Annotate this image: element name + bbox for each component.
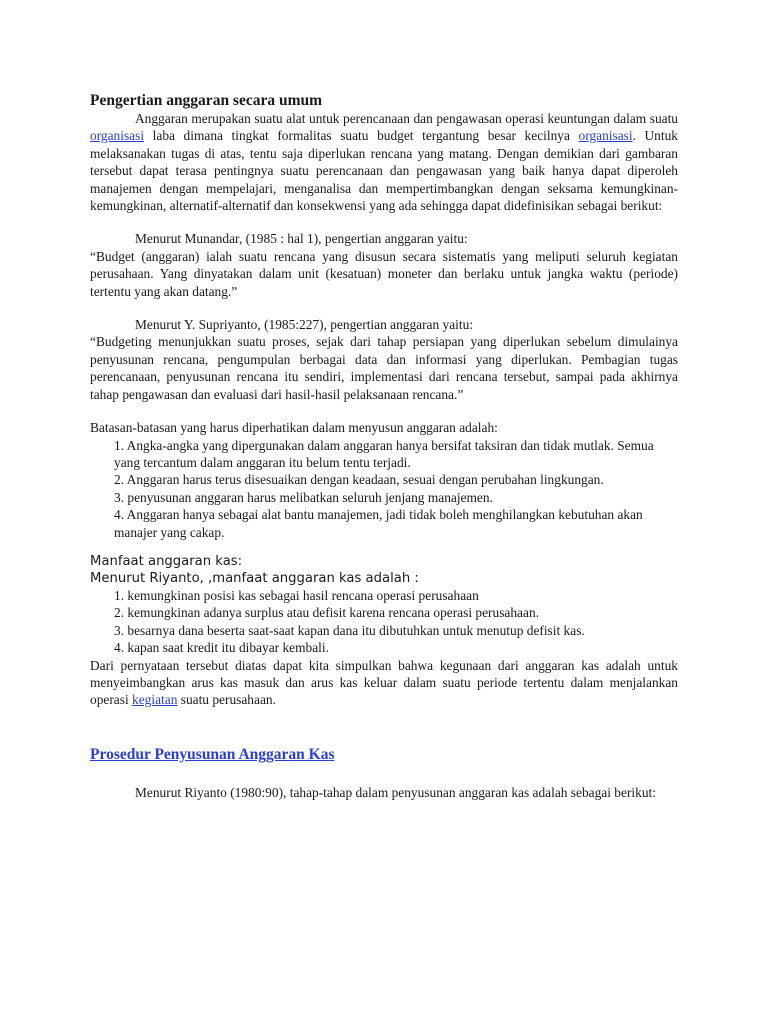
list-item: 3. besarnya dana beserta saat-saat kapan dana itu dibutuhkan untuk menutup defisit kas.: [114, 622, 585, 638]
procedure-paragraph: Menurut Riyanto (1980:90), tahap-tahap dalam penyusunan anggaran kas adalah sebagai berikut:: [135, 784, 656, 800]
spacer: [90, 709, 678, 745]
supriyanto-quote: “Budgeting menunjukkan suatu proses, sejak dari tahap persiapan yang diperlukan sebelum dimulainya penyusunan rencana, pengumpulan berbagai data dan informasi yang diperlukan. Pembagian tugas perencanaan, penyusunan rencana itu sendiri, implementasi dari rencana tersebut, sampai pada akhirnya tahap pengawasan dan evaluasi dari hasil-hasil pelaksanaan rencana.”: [90, 334, 678, 402]
spacer: [90, 541, 678, 553]
list-item: 2. Anggaran harus terus disesuaikan dengan keadaan, sesuai dengan perubahan lingkungan.: [114, 472, 604, 488]
supriyanto-intro: Menurut Y. Supriyanto, (1985:227), pengertian anggaran yaitu:: [135, 317, 474, 333]
list-item: 1. kemungkinan posisi kas sebagai hasil rencana operasi perusahaan: [114, 587, 479, 603]
section-title: Pengertian anggaran secara umum: [90, 92, 323, 109]
list-item: 4. Anggaran hanya sebagai alat bantu manajemen, jadi tidak boleh menghilangkan kebutuhan akan manajer yang cakap.: [114, 507, 643, 540]
spacer: [90, 403, 678, 419]
spacer: [90, 214, 678, 230]
batasan-list: [90, 437, 678, 541]
intro-text-1: Anggaran merupakan suatu alat untuk perencanaan dan pengawasan operasi keuntungan dalam suatu: [135, 111, 678, 126]
conclusion-text-1: Dari pernyataan tersebut diatas dapat kita simpulkan bahwa kegunaan dari anggaran kas adalah untuk menyeimbangkan arus kas masuk dan arus kas keluar dalam suatu periode tertentu dalam menjalankan operasi: [90, 657, 678, 708]
link-organisasi-2[interactable]: organisasi: [578, 128, 633, 144]
batasan-intro: Batasan-batasan yang harus diperhatikan dalam menyusun anggaran adalah:: [90, 420, 498, 436]
link-kegiatan[interactable]: kegiatan: [132, 692, 178, 708]
list-item: 2. kemungkinan adanya surplus atau defisit karena rencana operasi perusahaan.: [114, 605, 539, 621]
procedure-heading: [90, 745, 678, 765]
manfaat-list: [90, 587, 678, 657]
link-prosedur-heading[interactable]: Prosedur Penyusunan Anggaran Kas: [90, 745, 335, 763]
list-item: 1. Angka-angka yang dipergunakan dalam anggaran hanya bersifat taksiran dan tidak mutlak. Semua yang tercantum dalam anggaran itu belum tentu terjadi.: [114, 437, 654, 470]
spacer: [90, 300, 678, 316]
conclusion-text-2: suatu perusahaan.: [177, 692, 276, 708]
intro-paragraph: [90, 110, 678, 214]
link-organisasi-1[interactable]: organisasi: [90, 128, 145, 144]
munandar-intro: Menurut Munandar, (1985 : hal 1), pengertian anggaran yaitu:: [135, 231, 468, 247]
list-item: 3. penyusunan anggaran harus melibatkan seluruh jenjang manajemen.: [114, 489, 493, 505]
riyanto-label: Menurut Riyanto, ,manfaat anggaran kas adalah :: [90, 570, 419, 586]
intro-text-2: laba dimana tingkat formalitas suatu budget tergantung besar kecilnya: [144, 128, 579, 144]
spacer: [90, 765, 678, 784]
list-item: 4. kapan saat kredit itu dibayar kembali.: [114, 640, 329, 656]
munandar-quote: “Budget (anggaran) ialah suatu rencana yang disusun secara sistematis yang meliputi seluruh kegiatan perusahaan. Yang dinyatakan dalam unit (kesatuan) moneter dan berlaku untuk jangka waktu (periode) tertentu yang akan datang.”: [90, 248, 678, 299]
conclusion-paragraph: [90, 657, 678, 709]
manfaat-label: Manfaat anggaran kas:: [90, 553, 243, 569]
intro-text-3: . Untuk melaksanakan tugas di atas, tentu saja diperlukan rencana yang matang. Dengan demikian dari gambaran tersebut dapat terasa pentingnya suatu perencanaan dan pengawasan yang baik hanya dapat diperoleh manajemen dengan mempelajari, menganalisa dan mempertimbangkan dengan seksama kemungkinan-kemungkinan, alternatif-alternatif dan konsekwensi yang ada sehingga dapat didefinisikan sebagai berikut:: [90, 128, 678, 214]
